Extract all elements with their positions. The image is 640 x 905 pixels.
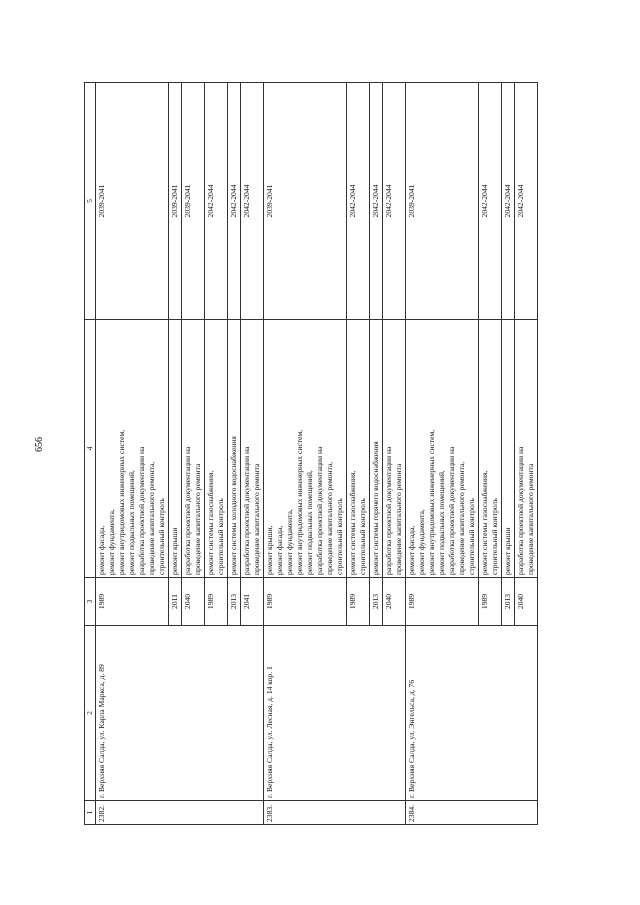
work-line: разработка проектной документации на — [183, 446, 192, 575]
work-line: ремонт внутридомовых инженерных систем, — [117, 429, 126, 575]
year-cell: 2040 — [383, 578, 406, 626]
repair-schedule-table — [84, 82, 538, 825]
work-line: проведение капитального ремонта — [526, 463, 535, 575]
work-line: разработка проектной документации на — [315, 446, 324, 575]
work-cell — [479, 320, 502, 578]
work-line: ремонт фундамента, — [285, 509, 294, 575]
work-line: строительный контроль — [216, 498, 225, 575]
year-cell: 1989 — [264, 578, 347, 626]
period-cell: 2039-2041 — [169, 83, 182, 320]
work-line: ремонт крыши — [503, 527, 512, 575]
period-cell: 2042-2044 — [347, 83, 370, 320]
work-line: ремонт фасада, — [407, 525, 416, 575]
rotated-page — [84, 83, 587, 825]
page-number: 656 — [34, 437, 45, 452]
work-line: разработка проектной документации на — [516, 446, 525, 575]
period-cell: 2042-2044 — [383, 83, 406, 320]
work-cell — [515, 320, 538, 578]
table-row — [406, 83, 479, 825]
work-cell — [241, 320, 264, 578]
work-line: проведение капитального ремонта, — [147, 461, 156, 575]
work-line: разработка проектной документации на — [447, 446, 456, 575]
work-line: проведение капитального ремонта, — [325, 461, 334, 575]
row-number: 2383. — [264, 801, 406, 825]
period-cell: 2042-2044 — [228, 83, 241, 320]
work-line: ремонт системы газоснабжения, — [206, 470, 215, 575]
work-line: ремонт системы холодного водоснабжения — [229, 436, 238, 575]
period-cell: 2042-2044 — [370, 83, 383, 320]
work-cell — [205, 320, 228, 578]
year-cell: 2041 — [241, 578, 264, 626]
work-line: ремонт подвальных помещений, — [305, 470, 314, 575]
period-cell: 2042-2044 — [479, 83, 502, 320]
year-cell: 2011 — [169, 578, 182, 626]
work-line: проведение капитального ремонта, — [457, 461, 466, 575]
work-line: разработка проектной документации на — [384, 446, 393, 575]
period-cell: 2042-2044 — [205, 83, 228, 320]
header-col-5: 5 — [85, 83, 96, 320]
work-cell — [406, 320, 479, 578]
work-line: ремонт крыши — [170, 527, 179, 575]
year-cell: 1989 — [347, 578, 370, 626]
work-line: ремонт фундамента, — [107, 509, 116, 575]
work-line: ремонт подвальных помещений, — [127, 470, 136, 575]
work-cell — [264, 320, 347, 578]
year-cell: 1989 — [205, 578, 228, 626]
work-line: проведение капитального ремонта — [252, 463, 261, 575]
period-cell: 2039-2041 — [264, 83, 347, 320]
work-line: разработка проектной документации на — [137, 446, 146, 575]
work-cell — [96, 320, 169, 578]
work-line: ремонт фасада, — [97, 525, 106, 575]
year-cell: 1989 — [96, 578, 169, 626]
header-col-1: 1 — [85, 801, 96, 825]
work-line: ремонт внутридомовых инженерных систем, — [427, 429, 436, 575]
work-cell — [383, 320, 406, 578]
year-cell: 2013 — [502, 578, 515, 626]
year-cell: 1989 — [479, 578, 502, 626]
work-line: строительный контроль — [358, 498, 367, 575]
header-col-3: 3 — [85, 578, 96, 626]
work-line: строительный контроль — [467, 498, 476, 575]
header-col-2: 2 — [85, 626, 96, 801]
header-col-4: 4 — [85, 320, 96, 578]
work-cell — [169, 320, 182, 578]
work-line: строительный контроль — [157, 498, 166, 575]
table-row — [96, 83, 169, 825]
address-cell: г. Верхняя Салда, ул. Карла Маркса, д. 89 — [96, 626, 264, 801]
period-cell: 2039-2041 — [96, 83, 169, 320]
period-cell: 2039-2041 — [406, 83, 479, 320]
work-cell — [228, 320, 241, 578]
year-cell: 2013 — [370, 578, 383, 626]
address-cell: г. Верхняя Салда, ул. Энгельса, д. 76 — [406, 626, 538, 801]
work-cell — [347, 320, 370, 578]
work-cell — [370, 320, 383, 578]
work-line: ремонт системы газоснабжения, — [480, 470, 489, 575]
work-line: строительный контроль — [490, 498, 499, 575]
period-cell: 2042-2044 — [515, 83, 538, 320]
work-cell — [502, 320, 515, 578]
period-cell: 2042-2044 — [502, 83, 515, 320]
work-line: ремонт внутридомовых инженерных систем, — [295, 429, 304, 575]
header-row — [85, 83, 96, 825]
year-cell: 2013 — [228, 578, 241, 626]
row-number: 2384. — [406, 801, 538, 825]
work-line: проведение капитального ремонта — [394, 463, 403, 575]
work-line: ремонт фундамента, — [417, 509, 426, 575]
work-line: ремонт подвальных помещений, — [437, 470, 446, 575]
year-cell: 2040 — [515, 578, 538, 626]
work-line: ремонт системы газоснабжения, — [348, 470, 357, 575]
work-line: ремонт фасада, — [275, 525, 284, 575]
table-body — [96, 83, 538, 825]
row-number: 2382. — [96, 801, 264, 825]
year-cell: 2040 — [182, 578, 205, 626]
period-cell: 2039-2041 — [182, 83, 205, 320]
address-cell: г. Верхняя Салда, ул. Лесная, д. 14 кор. 1 — [264, 626, 406, 801]
work-line: ремонт крыши, — [265, 525, 274, 575]
table-row — [264, 83, 347, 825]
work-line: ремонт системы горячего водоснабжения — [371, 441, 380, 575]
period-cell: 2042-2044 — [241, 83, 264, 320]
year-cell: 1989 — [406, 578, 479, 626]
work-line: проведение капитального ремонта — [193, 463, 202, 575]
work-cell — [182, 320, 205, 578]
work-line: разработка проектной документации на — [242, 446, 251, 575]
work-line: строительный контроль — [335, 498, 344, 575]
